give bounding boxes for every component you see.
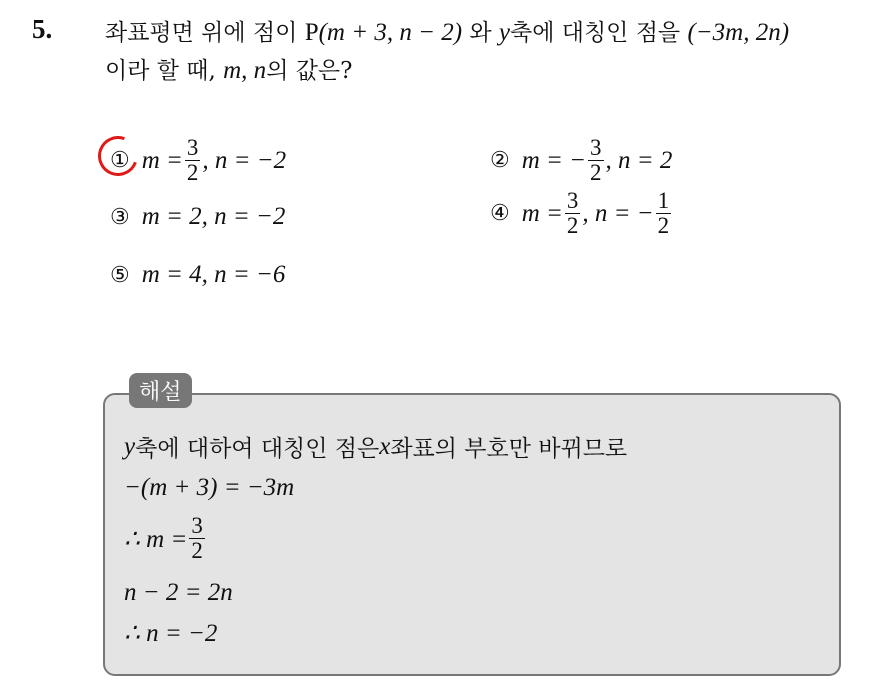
choice-1-lhs: m = <box>141 146 183 174</box>
choice-4-marker: ④ <box>490 201 510 227</box>
solution-equation-1: −(m + 3) = −3m <box>124 474 295 501</box>
choice-1-fraction <box>185 136 201 185</box>
question-variables: m, n <box>223 57 267 84</box>
solution-line-1 <box>124 430 627 463</box>
solution-line-5 <box>124 618 217 648</box>
choice-5-text: m = 4, n = −6 <box>141 261 286 288</box>
choice-2[interactable] <box>490 136 672 185</box>
solution-line-2 <box>124 474 294 502</box>
fraction-denominator: 2 <box>657 213 670 239</box>
choice-4-lhs: m = <box>521 199 563 227</box>
question-line1-mid2: 축에 대칭인 점을 <box>510 20 688 46</box>
question-line1-mid: 와 <box>462 20 499 46</box>
question-line1-pre: 좌표평면 위에 점이 <box>105 20 305 46</box>
choice-3-marker: ③ <box>110 204 130 230</box>
reflected-point-coords: (−3m, 2n) <box>687 19 790 46</box>
choice-1[interactable] <box>110 136 286 185</box>
point-p-label: P <box>304 19 319 46</box>
solution-line1-text2: 좌표의 부호만 바뀌므로 <box>390 436 628 462</box>
solution-line-3 <box>124 514 207 563</box>
choice-2-fraction <box>588 136 604 185</box>
choice-4[interactable] <box>490 189 673 238</box>
choice-3-text: m = 2, n = −2 <box>141 203 286 230</box>
solution-m-lhs: ∴ m = <box>124 525 188 553</box>
choice-5[interactable] <box>110 261 285 289</box>
solution-label: 해설 <box>129 373 192 408</box>
fraction-numerator: 3 <box>590 135 602 160</box>
fraction-numerator: 3 <box>186 135 199 160</box>
fraction-numerator: 1 <box>657 188 670 213</box>
solution-x-var: x <box>379 432 391 460</box>
question-line-2 <box>105 52 875 90</box>
solution-equation-2: n − 2 = 2n <box>124 579 233 606</box>
choice-1-marker: ① <box>110 148 130 174</box>
solution-m-fraction <box>189 514 205 563</box>
choice-5-marker: ⑤ <box>110 262 130 288</box>
question-line2-pre: 이라 할 때, <box>105 58 224 84</box>
choice-2-marker: ② <box>490 148 510 174</box>
choice-4-mid: , n = − <box>582 199 654 227</box>
fraction-numerator: 3 <box>191 513 203 538</box>
choice-3[interactable] <box>110 203 285 231</box>
question-line2-post: 의 값은? <box>266 58 353 84</box>
fraction-denominator: 2 <box>590 160 602 186</box>
solution-y-var: y <box>124 432 136 460</box>
solution-line-4 <box>124 579 233 607</box>
choice-4-fraction-2 <box>656 189 672 238</box>
solution-line1-text1: 축에 대하여 대칭인 점은 <box>135 436 380 462</box>
choice-4-fraction <box>565 189 581 238</box>
point-p-coords: (m + 3, n − 2) <box>318 19 463 46</box>
fraction-denominator: 2 <box>186 160 199 186</box>
fraction-denominator: 2 <box>566 213 579 239</box>
choice-2-lhs: m = − <box>521 146 587 174</box>
choice-2-rest: , n = 2 <box>605 146 673 174</box>
solution-n-result: ∴ n = −2 <box>124 620 218 647</box>
choice-1-rest: , n = −2 <box>202 146 287 174</box>
fraction-numerator: 3 <box>566 188 579 213</box>
question-number: 5. <box>32 14 53 44</box>
y-axis-variable: y <box>498 19 510 46</box>
question-text <box>105 14 875 90</box>
fraction-denominator: 2 <box>191 538 203 564</box>
question-line-1 <box>105 14 875 52</box>
